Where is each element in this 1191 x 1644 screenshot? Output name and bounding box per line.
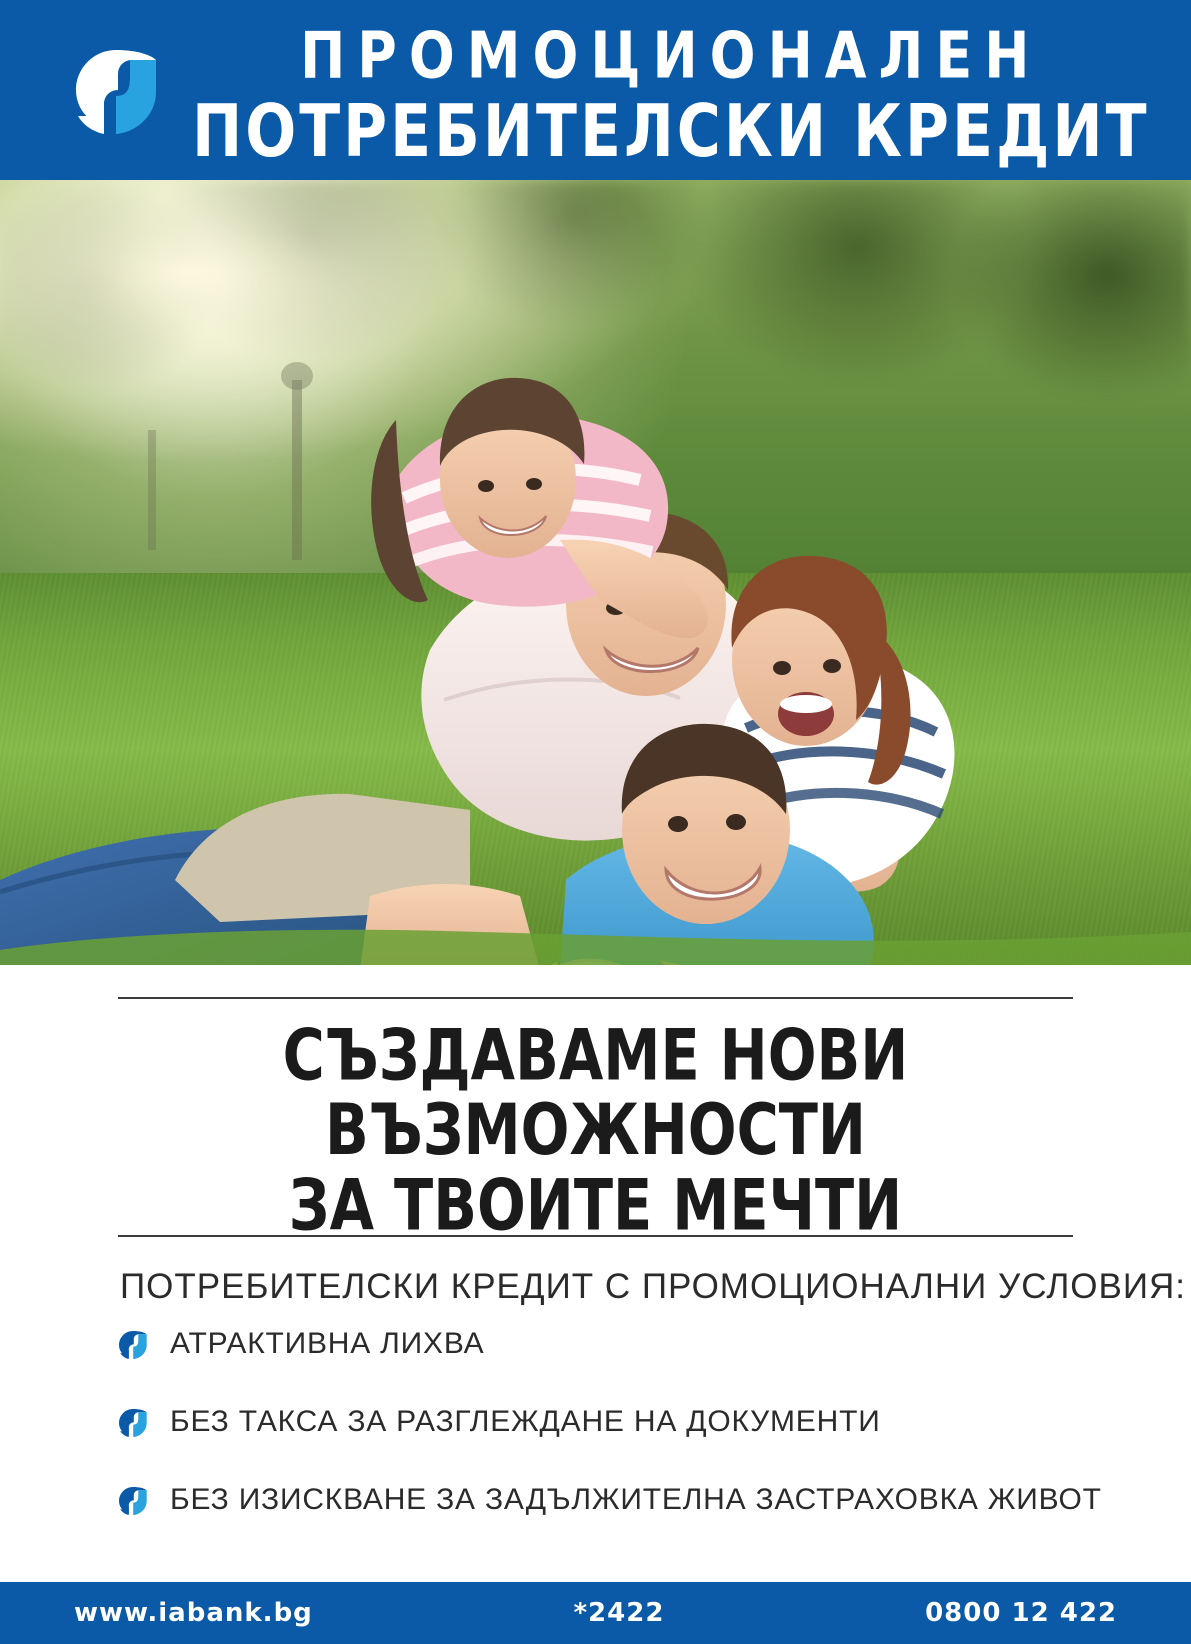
footer-website[interactable]: www.iabank.bg bbox=[74, 1598, 313, 1628]
ia-bank-logo bbox=[70, 46, 162, 138]
header-title-line1: ПРОМОЦИОНАЛЕН bbox=[300, 18, 1042, 93]
footer-short-number[interactable]: *2422 bbox=[573, 1598, 665, 1628]
header-title-line2: ПОТРЕБИТЕЛСКИ КРЕДИТ bbox=[192, 89, 1150, 174]
hero-image bbox=[0, 180, 1191, 965]
benefit-label: БЕЗ ТАКСА ЗА РАЗГЛЕЖДАНЕ НА ДОКУМЕНТИ bbox=[170, 1405, 881, 1439]
hero-family-photo bbox=[0, 180, 1191, 965]
poster-footer bbox=[0, 1582, 1191, 1644]
headline-line-2: ЗА ТВОИТЕ МЕЧТИ bbox=[288, 1163, 903, 1247]
list-item bbox=[118, 1483, 1102, 1517]
footer-phone[interactable]: 0800 12 422 bbox=[925, 1598, 1117, 1628]
poster-header bbox=[0, 0, 1191, 180]
headline-line-1: СЪЗДАВАМЕ НОВИ ВЪЗМОЖНОСТИ bbox=[282, 1013, 909, 1172]
benefit-label: АТРАКТИВНА ЛИХВА bbox=[170, 1327, 485, 1361]
poster-content bbox=[0, 965, 1191, 1582]
list-item bbox=[118, 1405, 1073, 1439]
benefits-list bbox=[118, 1327, 1102, 1517]
ia-bank-bullet-icon bbox=[118, 1408, 148, 1438]
header-titles bbox=[192, 18, 1191, 174]
subheadline: ПОТРЕБИТЕЛСКИ КРЕДИТ С ПРОМОЦИОНАЛНИ УСЛОВИЯ: bbox=[120, 1267, 1187, 1307]
ia-bank-bullet-icon bbox=[118, 1486, 148, 1516]
ia-bank-bullet-icon bbox=[118, 1330, 148, 1360]
list-item bbox=[118, 1327, 1073, 1361]
benefit-label: БЕЗ ИЗИСКВАНЕ ЗА ЗАДЪЛЖИТЕЛНА ЗАСТРАХОВКА ЖИВОТ bbox=[170, 1483, 1102, 1517]
page-headline bbox=[123, 999, 1068, 1256]
